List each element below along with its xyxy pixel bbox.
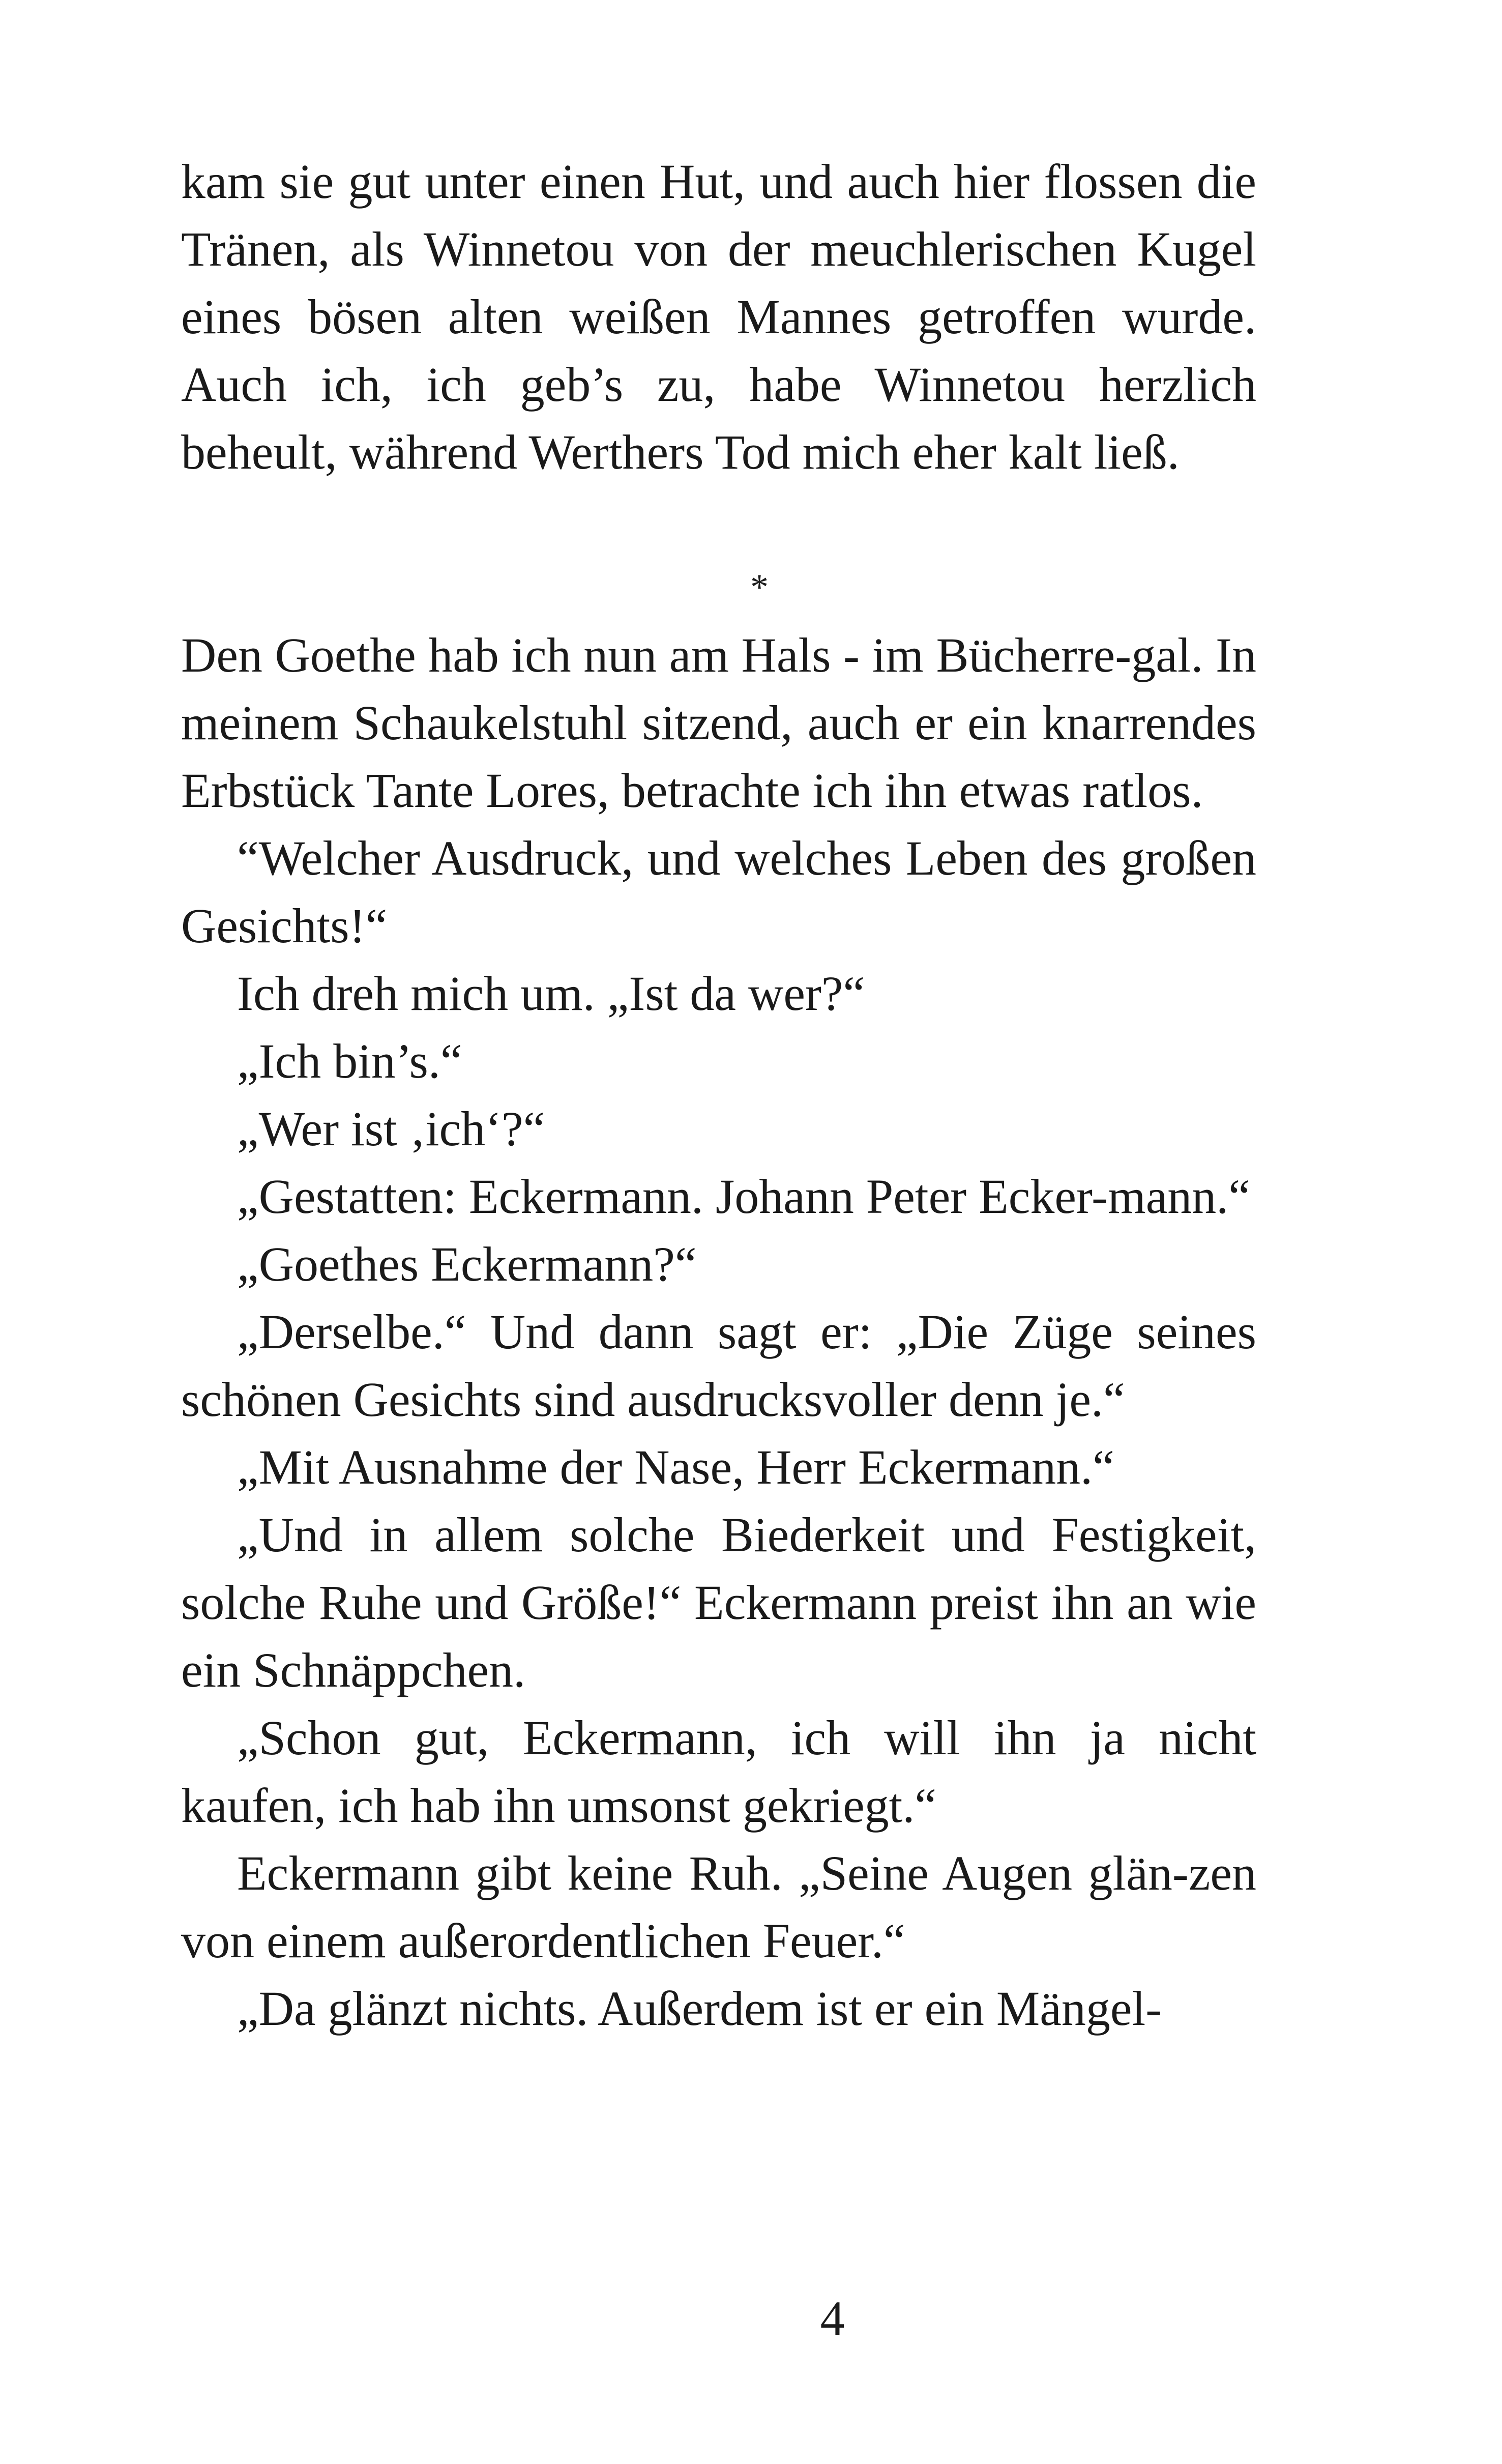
paragraph: Den Goethe hab ich nun am Hals - im Bücherre-gal. In meinem Schaukelstuhl sitzend, auch er ein knarrendes Erbstück Tante Lores, betrachte ich ihn etwas ratlos.: [181, 628, 1256, 818]
paragraph: „Wer ist ‚ich‘?“: [237, 1101, 545, 1156]
paragraph: „Schon gut, Eckermann, ich will ihn ja nicht kaufen, ich hab ihn umsonst gekriegt.“: [181, 1711, 1256, 1833]
section-break-marker: [181, 486, 1256, 621]
paragraph: „Mit Ausnahme der Nase, Herr Eckermann.“: [237, 1440, 1114, 1494]
page-number: 4: [820, 2291, 845, 2345]
paragraph-continuation: kam sie gut unter einen Hut, und auch hier flossen die Tränen, als Winnetou von der meuchlerischen Kugel eines bösen alten weißen Mannes getroffen wurde. Auch ich, ich geb’s zu, habe Winnetou herzlich beheult, während Werthers Tod mich eher kalt ließ.: [181, 154, 1256, 479]
paragraph: „Und in allem solche Biederkeit und Festigkeit, solche Ruhe und Größe!“ Eckermann preist ihn an wie ein Schnäppchen.: [181, 1508, 1256, 1697]
paragraph: „Ich bin’s.“: [237, 1034, 462, 1088]
paragraph: „Da glänzt nichts. Außerdem ist er ein Mängel-: [237, 1981, 1162, 2036]
body-text: [181, 148, 1256, 2042]
paragraph: „Derselbe.“ Und dann sagt er: „Die Züge seines schönen Gesichts sind ausdrucksvoller denn je.“: [181, 1305, 1256, 1427]
paragraph: „Gestatten: Eckermann. Johann Peter Ecker-mann.“: [237, 1169, 1250, 1224]
asterisk-separator: *: [750, 567, 769, 607]
paragraph: “Welcher Ausdruck, und welches Leben des großen Gesichts!“: [181, 831, 1256, 953]
paragraph: Eckermann gibt keine Ruh. „Seine Augen glän-zen von einem außerordentlichen Feuer.“: [181, 1846, 1256, 1968]
paragraph: Ich dreh mich um. „Ist da wer?“: [237, 966, 865, 1021]
paragraph: „Goethes Eckermann?“: [237, 1237, 697, 1291]
